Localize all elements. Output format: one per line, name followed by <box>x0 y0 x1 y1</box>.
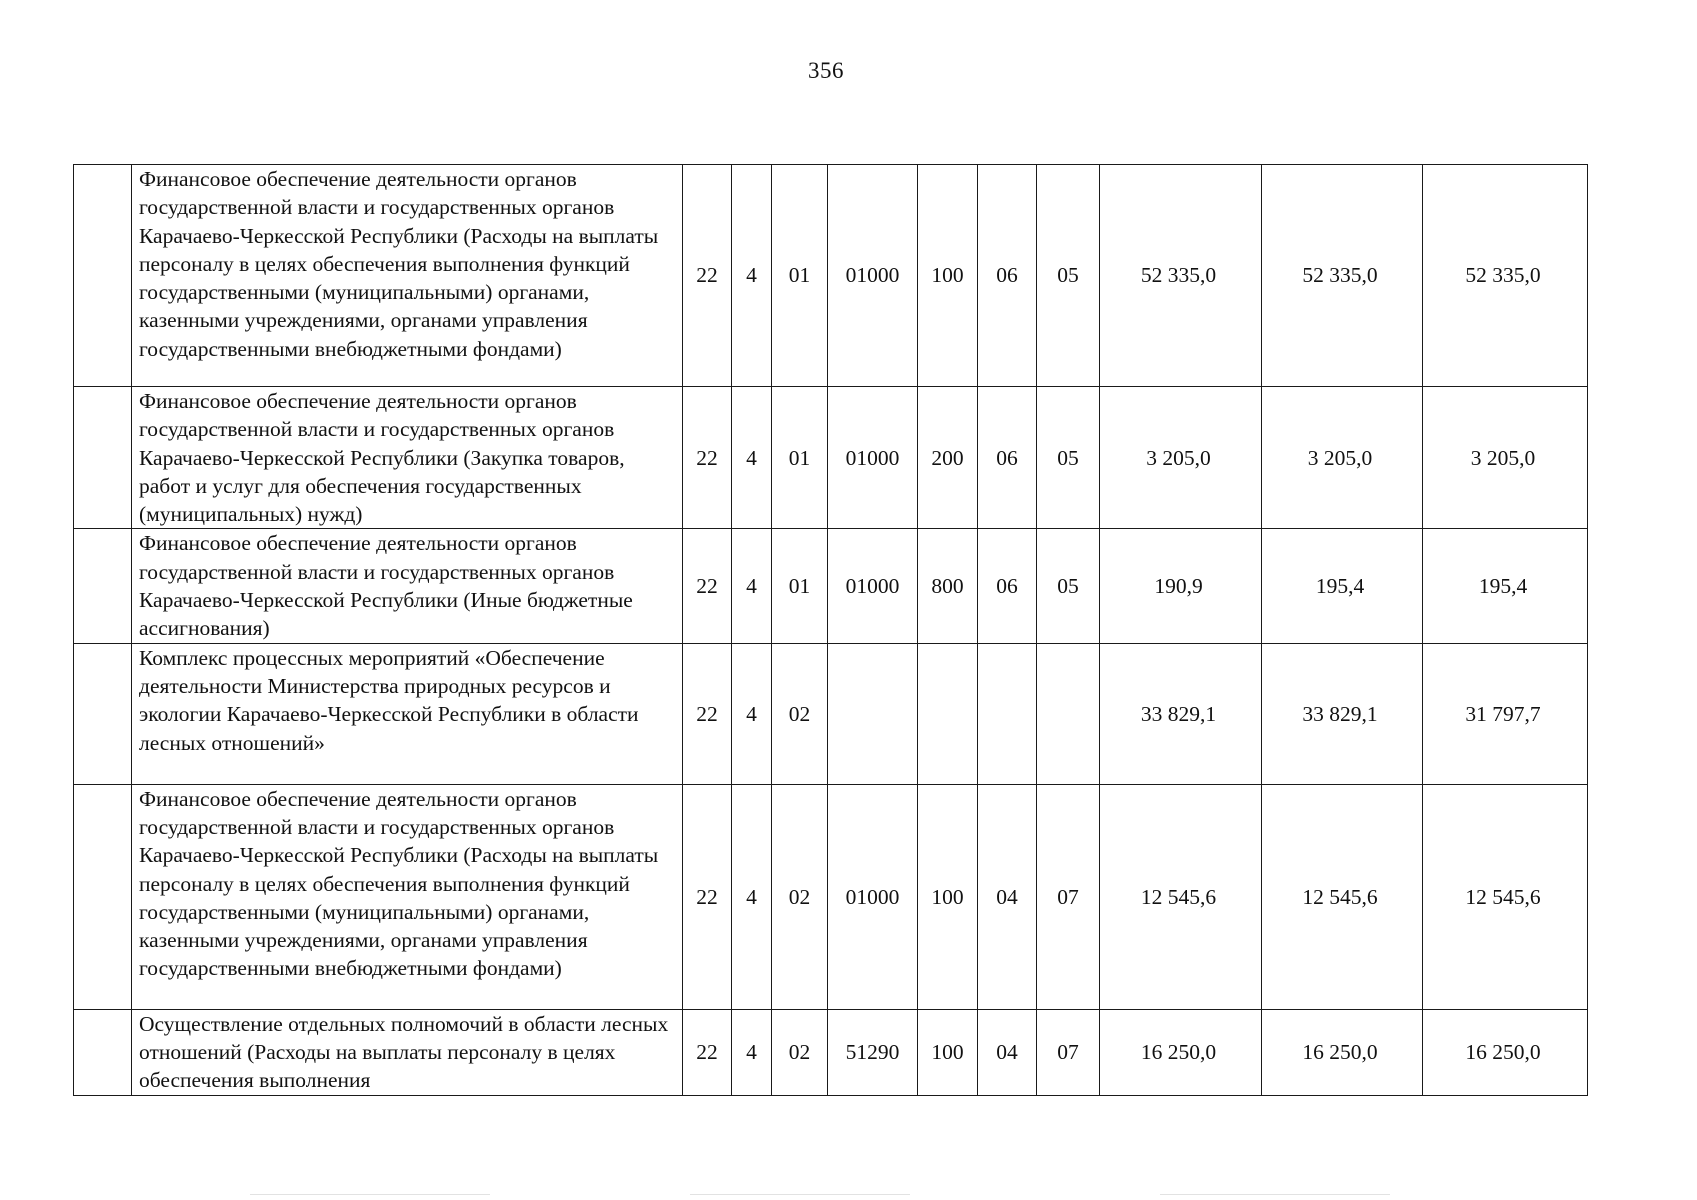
code-cell: 100 <box>918 165 978 387</box>
code-cell: 01000 <box>828 387 918 529</box>
code-cell: 01 <box>772 165 828 387</box>
code-cell: 04 <box>978 784 1037 1009</box>
amount-cell: 12 545,6 <box>1262 784 1423 1009</box>
code-cell <box>828 643 918 784</box>
amount-cell: 52 335,0 <box>1423 165 1588 387</box>
description-cell: Финансовое обеспечение деятельности органов государственной власти и государственных органов Карачаево-Черкесской Республики (Расходы на выплаты персоналу в целях обеспечения выполнения функций государственными (муниципальными) органами, казенными учреждениями, органами управления государственными внебюджетными фондами) <box>132 784 683 1009</box>
amount-cell: 52 335,0 <box>1262 165 1423 387</box>
row-number-cell <box>74 165 132 387</box>
row-number-cell <box>74 529 132 643</box>
code-cell: 200 <box>918 387 978 529</box>
amount-cell: 190,9 <box>1100 529 1262 643</box>
table-row <box>74 1009 1588 1095</box>
amount-cell: 195,4 <box>1423 529 1588 643</box>
code-cell: 22 <box>683 784 732 1009</box>
code-cell: 22 <box>683 529 732 643</box>
budget-table <box>73 164 1588 1096</box>
code-cell: 01000 <box>828 784 918 1009</box>
amount-cell: 12 545,6 <box>1423 784 1588 1009</box>
code-cell: 06 <box>978 387 1037 529</box>
description-cell: Финансовое обеспечение деятельности органов государственной власти и государственных органов Карачаево-Черкесской Республики (Закупка товаров, работ и услуг для обеспечения государственных (муниципальных) нужд) <box>132 387 683 529</box>
row-number-cell <box>74 784 132 1009</box>
amount-cell: 16 250,0 <box>1262 1009 1423 1095</box>
code-cell: 4 <box>732 529 772 643</box>
code-cell: 01 <box>772 387 828 529</box>
code-cell: 05 <box>1037 387 1100 529</box>
description-cell: Комплекс процессных мероприятий «Обеспечение деятельности Министерства природных ресурсов и экологии Карачаево-Черкесской Республики в области лесных отношений» <box>132 643 683 784</box>
code-cell: 4 <box>732 643 772 784</box>
description-cell: Осуществление отдельных полномочий в области лесных отношений (Расходы на выплаты персоналу в целях обеспечения выполнения <box>132 1009 683 1095</box>
code-cell: 06 <box>978 165 1037 387</box>
amount-cell: 33 829,1 <box>1100 643 1262 784</box>
row-number-cell <box>74 643 132 784</box>
code-cell: 05 <box>1037 165 1100 387</box>
code-cell: 800 <box>918 529 978 643</box>
code-cell: 05 <box>1037 529 1100 643</box>
description-cell: Финансовое обеспечение деятельности органов государственной власти и государственных органов Карачаево-Черкесской Республики (Расходы на выплаты персоналу в целях обеспечения выполнения функций государственными (муниципальными) органами, казенными учреждениями, органами управления государственными внебюджетными фондами) <box>132 165 683 387</box>
row-number-cell <box>74 1009 132 1095</box>
code-cell: 06 <box>978 529 1037 643</box>
scan-artifact-line <box>250 1194 490 1195</box>
amount-cell: 31 797,7 <box>1423 643 1588 784</box>
table-row <box>74 643 1588 784</box>
code-cell: 22 <box>683 165 732 387</box>
amount-cell: 16 250,0 <box>1100 1009 1262 1095</box>
amount-cell: 52 335,0 <box>1100 165 1262 387</box>
code-cell: 22 <box>683 387 732 529</box>
table-row <box>74 529 1588 643</box>
code-cell: 100 <box>918 784 978 1009</box>
code-cell: 01000 <box>828 165 918 387</box>
code-cell: 4 <box>732 1009 772 1095</box>
scan-artifact-line <box>690 1194 910 1195</box>
scan-artifact-line <box>1160 1194 1390 1195</box>
code-cell: 02 <box>772 784 828 1009</box>
code-cell: 22 <box>683 643 732 784</box>
code-cell: 4 <box>732 784 772 1009</box>
page-number: 356 <box>808 58 844 83</box>
amount-cell: 12 545,6 <box>1100 784 1262 1009</box>
code-cell: 51290 <box>828 1009 918 1095</box>
code-cell: 100 <box>918 1009 978 1095</box>
code-cell <box>978 643 1037 784</box>
amount-cell: 195,4 <box>1262 529 1423 643</box>
code-cell: 4 <box>732 165 772 387</box>
code-cell: 22 <box>683 1009 732 1095</box>
code-cell: 01000 <box>828 529 918 643</box>
code-cell: 02 <box>772 643 828 784</box>
code-cell <box>1037 643 1100 784</box>
amount-cell: 16 250,0 <box>1423 1009 1588 1095</box>
code-cell: 02 <box>772 1009 828 1095</box>
code-cell: 01 <box>772 529 828 643</box>
amount-cell: 3 205,0 <box>1423 387 1588 529</box>
amount-cell: 3 205,0 <box>1262 387 1423 529</box>
code-cell <box>918 643 978 784</box>
table-row <box>74 784 1588 1009</box>
code-cell: 04 <box>978 1009 1037 1095</box>
code-cell: 07 <box>1037 1009 1100 1095</box>
amount-cell: 3 205,0 <box>1100 387 1262 529</box>
code-cell: 4 <box>732 387 772 529</box>
table-row <box>74 387 1588 529</box>
table-row <box>74 165 1588 387</box>
row-number-cell <box>74 387 132 529</box>
amount-cell: 33 829,1 <box>1262 643 1423 784</box>
code-cell: 07 <box>1037 784 1100 1009</box>
description-cell: Финансовое обеспечение деятельности органов государственной власти и государственных органов Карачаево-Черкесской Республики (Иные бюджетные ассигнования) <box>132 529 683 643</box>
